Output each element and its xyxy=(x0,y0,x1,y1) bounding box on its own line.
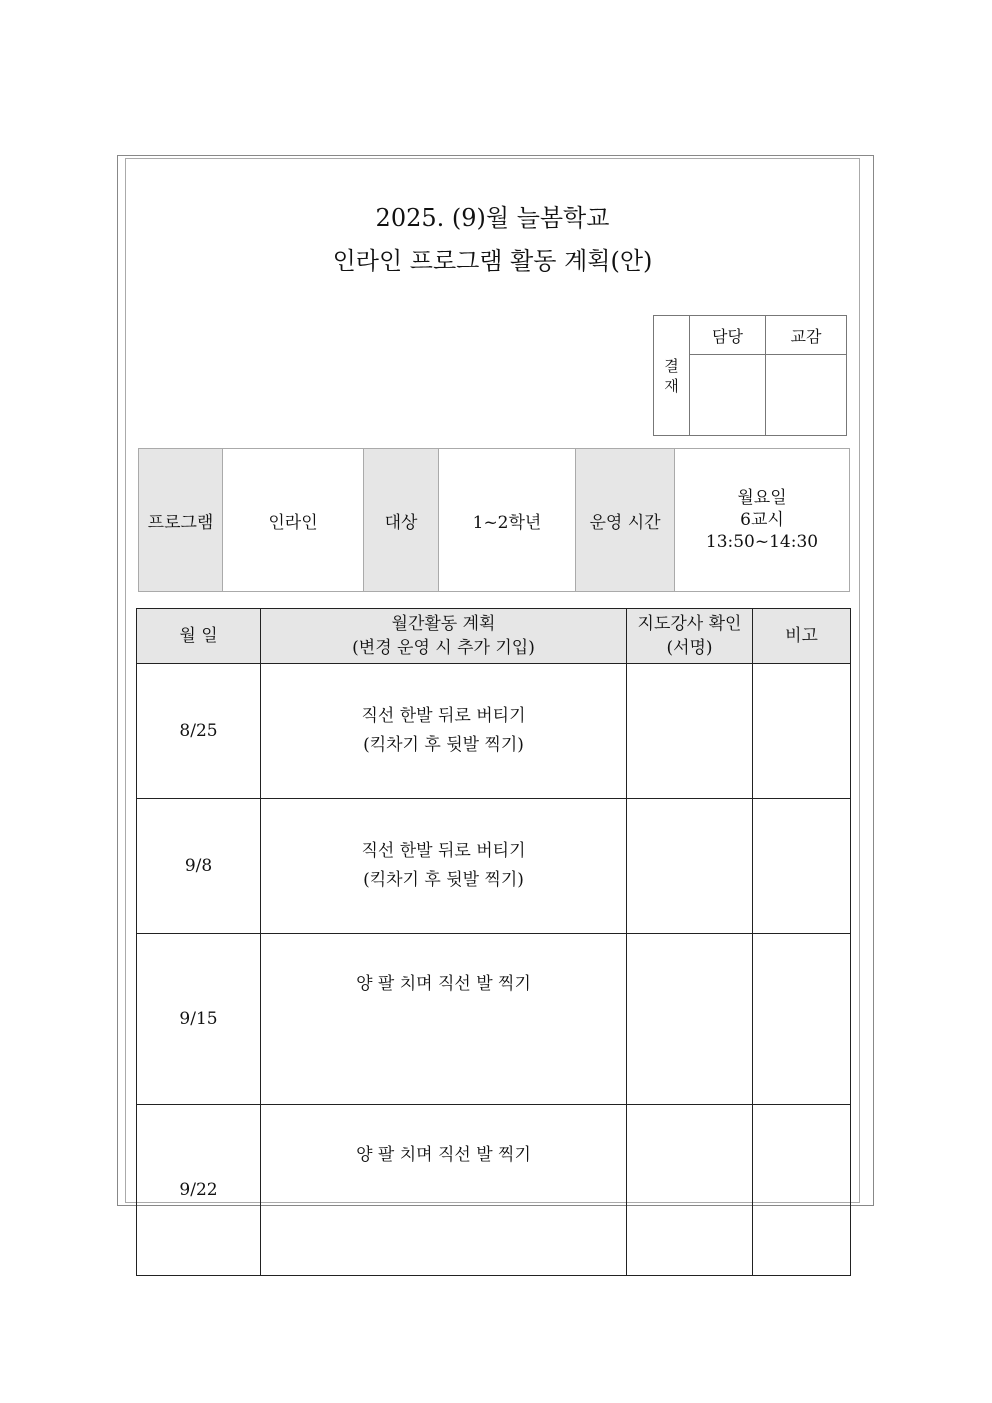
row-note[interactable] xyxy=(753,1105,851,1276)
time-label: 운영 시간 xyxy=(576,449,675,592)
header-activity-line2: (변경 운영 시 추가 기입) xyxy=(352,638,535,658)
row-instructor-sign[interactable] xyxy=(627,799,753,934)
row-instructor-sign[interactable] xyxy=(627,664,753,799)
row-activity xyxy=(261,799,627,934)
row-activity xyxy=(261,1105,627,1276)
target-value: 1~2학년 xyxy=(439,449,576,592)
row-note[interactable] xyxy=(753,934,851,1105)
table-row xyxy=(137,664,851,799)
row-date: 9/8 xyxy=(137,799,261,934)
header-instructor-line2: (서명) xyxy=(666,638,713,658)
approval-sign-manager[interactable] xyxy=(690,355,766,436)
approval-sign-vice-principal[interactable] xyxy=(766,355,847,436)
row-date: 9/15 xyxy=(137,934,261,1105)
approval-table xyxy=(653,315,847,436)
header-instructor-line1: 지도강사 확인 xyxy=(637,614,742,634)
row-activity-line2: (킥차기 후 뒷발 찍기) xyxy=(363,735,524,755)
time-day: 월요일 xyxy=(737,488,787,508)
approval-side-label-1: 결 xyxy=(664,356,679,375)
program-info-table xyxy=(138,448,850,592)
row-activity xyxy=(261,934,627,1105)
table-row xyxy=(137,1105,851,1276)
time-range: 13:50~14:30 xyxy=(705,532,819,552)
table-row xyxy=(137,934,851,1105)
table-row xyxy=(137,799,851,934)
row-date: 8/25 xyxy=(137,664,261,799)
document-title-line1: 2025. (9)월 늘봄학교 xyxy=(375,204,610,232)
header-date: 월 일 xyxy=(137,609,261,664)
row-activity-line1: 직선 한발 뒤로 버티기 xyxy=(361,841,526,861)
approval-side-label-2: 재 xyxy=(664,376,679,395)
header-note: 비고 xyxy=(753,609,851,664)
row-activity xyxy=(261,664,627,799)
row-date: 9/22 xyxy=(137,1105,261,1276)
header-instructor xyxy=(627,609,753,664)
time-value xyxy=(675,449,850,592)
monthly-plan-table xyxy=(136,608,851,1276)
document-title-line2: 인라인 프로그램 활동 계획(안) xyxy=(332,247,653,275)
row-activity-line1: 직선 한발 뒤로 버티기 xyxy=(361,706,526,726)
plan-header-row xyxy=(137,609,851,664)
approval-side-label xyxy=(654,316,690,436)
approval-col-manager: 담당 xyxy=(690,316,766,355)
time-period: 6교시 xyxy=(740,510,784,530)
header-activity-line1: 월간활동 계획 xyxy=(391,614,496,634)
row-note[interactable] xyxy=(753,664,851,799)
approval-col-vice-principal: 교감 xyxy=(766,316,847,355)
row-activity-line1: 양 팔 치며 직선 발 찍기 xyxy=(356,974,531,994)
row-instructor-sign[interactable] xyxy=(627,934,753,1105)
header-activity xyxy=(261,609,627,664)
row-activity-line1: 양 팔 치며 직선 발 찍기 xyxy=(356,1145,531,1165)
row-instructor-sign[interactable] xyxy=(627,1105,753,1276)
program-value: 인라인 xyxy=(223,449,364,592)
target-label: 대상 xyxy=(364,449,439,592)
row-activity-line2: (킥차기 후 뒷발 찍기) xyxy=(363,870,524,890)
row-note[interactable] xyxy=(753,799,851,934)
program-label: 프로그램 xyxy=(139,449,223,592)
